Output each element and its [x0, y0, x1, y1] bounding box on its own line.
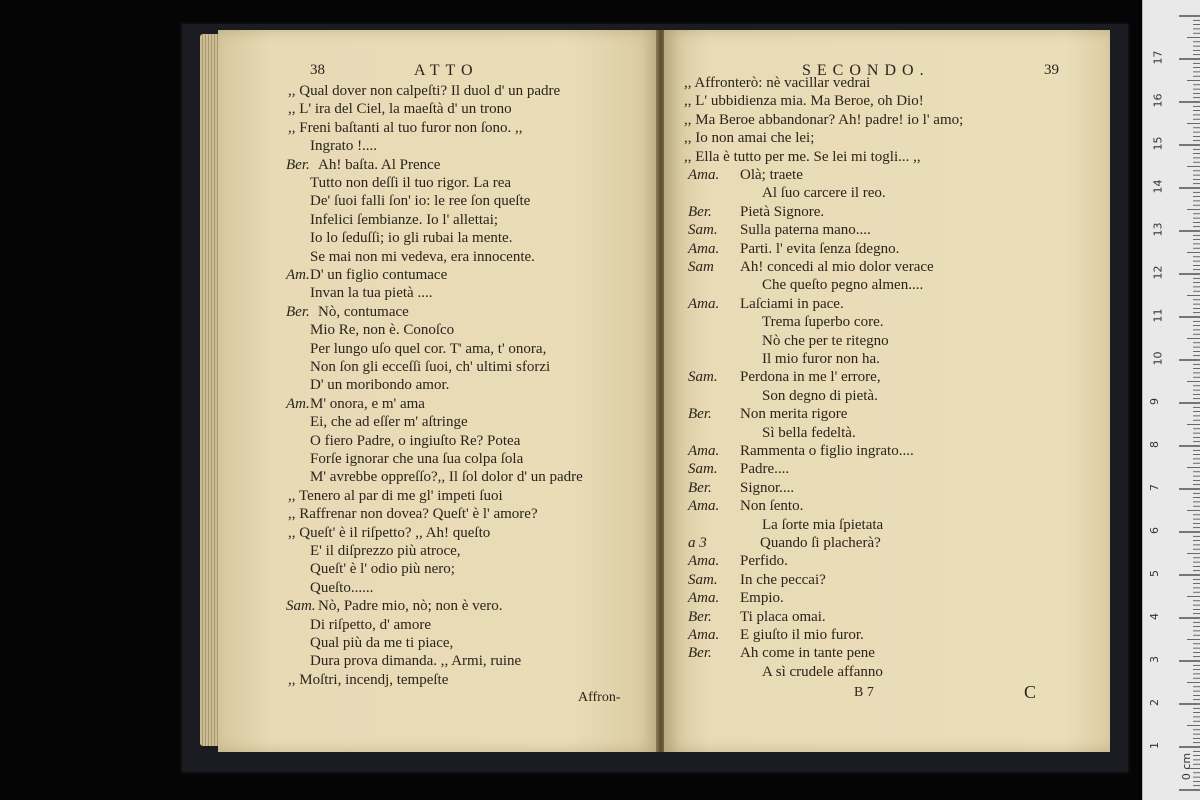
speaker-label: Sam.: [688, 461, 718, 478]
text-line: Tutto non deſſi il tuo rigor. La rea: [310, 175, 512, 191]
ruler-label: 12: [1151, 265, 1165, 280]
speaker-label: Am.: [286, 267, 310, 283]
ruler-label: 4: [1148, 613, 1161, 620]
speaker-label: Ama.: [688, 627, 720, 643]
speaker-label: Ama.: [688, 443, 720, 459]
speaker-label: Ama.: [688, 498, 720, 515]
text-line: Ah! baſta. Al Prence: [318, 156, 441, 173]
speaker-label: Ber.: [688, 608, 712, 625]
text-line: Sulla paterna mano....: [740, 222, 871, 239]
text-line: M' onora, e m' ama: [310, 395, 425, 412]
text-line: ,, Qual dover non calpeſti? Il duol d' un padre: [288, 83, 561, 99]
speaker-label: Ber.: [688, 645, 712, 662]
text-line: ,, Ella è tutto per me. Se lei mi togli... ,,: [684, 148, 921, 165]
text-line: ,, L' ira del Ciel, la maeſtà d' un trono: [288, 101, 512, 118]
speaker-label: Ber.: [688, 479, 712, 496]
text-line: Di riſpetto, d' amore: [310, 616, 432, 633]
ruler-label: 16: [1151, 93, 1165, 108]
text-line: ,, Ma Beroe abbandonar? Ah! padre! io l' amo;: [684, 111, 964, 128]
text-line: Empio.: [740, 590, 784, 607]
left-catchword: Affron-: [578, 690, 621, 705]
text-line: Quando ſi placherà?: [760, 535, 881, 551]
text-line: Signor....: [740, 479, 795, 496]
text-line: Non ſon gli ecceſſi ſuoi, ch' ultimi sforzi: [310, 359, 551, 375]
text-line: Queſto......: [310, 579, 374, 596]
text-line: Non merita rigore: [740, 406, 848, 423]
speaker-label: Ama.: [688, 295, 720, 312]
text-line: Qual più da me ti piace,: [310, 635, 454, 651]
ruler-label: 6: [1148, 527, 1161, 534]
speaker-label: Sam.: [688, 369, 718, 386]
speaker-label: Sam.: [286, 598, 316, 615]
text-line: E' il diſprezzo più atroce,: [310, 543, 461, 559]
text-line: Io lo ſeduſſi; io gli rubai la mente.: [310, 230, 513, 247]
text-line: Mio Re, non è. Conoſco: [310, 322, 455, 339]
text-line: Per lungo uſo quel cor. T' ama, t' onora,: [310, 340, 547, 357]
text-line: ,, Moſtri, incendj, tempeſte: [288, 671, 449, 688]
text-line: D' un figlio contumace: [310, 267, 448, 283]
text-line: D' un moribondo amor.: [310, 377, 450, 394]
ruler-label: 17: [1151, 50, 1165, 65]
text-line: Son degno di pietà.: [762, 387, 878, 404]
text-line: Al ſuo carcere il reo.: [762, 185, 886, 202]
speaker-label: Ama.: [688, 240, 720, 257]
ruler-unit-label: 0 cm: [1180, 752, 1194, 781]
ruler-label: 15: [1151, 136, 1165, 151]
speaker-label: Ber.: [286, 303, 310, 320]
ruler-label: 14: [1151, 179, 1165, 194]
ruler-label: 11: [1151, 308, 1165, 323]
left-page-number: 38: [310, 62, 325, 78]
ruler-label: 3: [1148, 656, 1161, 663]
text-line: ,, Affronterò: nè vacillar vedrai: [684, 75, 871, 91]
text-line: Laſciami in pace.: [740, 295, 844, 312]
page-edges: [200, 34, 220, 746]
text-line: Parti. l' evita ſenza ſdegno.: [740, 240, 900, 257]
text-line: Ah come in tante pene: [740, 645, 875, 662]
text-line: Nò, Padre mio, nò; non è vero.: [318, 598, 503, 615]
right-signature: B 7: [854, 685, 874, 700]
ruler-label: 5: [1148, 570, 1161, 577]
text-line: Ah! concedi al mio dolor verace: [740, 259, 934, 275]
text-line: Olà; traete: [740, 167, 803, 183]
speaker-label: Ber.: [688, 203, 712, 220]
ruler-label: 9: [1148, 398, 1161, 405]
text-line: Sì bella fedeltà.: [762, 424, 856, 441]
text-line: Ti placa omai.: [740, 608, 826, 625]
text-line: Che queſto pegno almen....: [762, 277, 924, 294]
speaker-label: Ber.: [688, 406, 712, 423]
text-line: O fiero Padre, o ingiuſto Re? Potea: [310, 432, 521, 449]
text-line: Nò che per te ritegno: [762, 332, 889, 349]
text-line: Il mio furor non ha.: [762, 351, 880, 367]
ruler-label: 2: [1148, 699, 1161, 706]
text-line: Padre....: [740, 461, 790, 478]
right-page: [664, 30, 1110, 752]
right-page-number: 39: [1044, 62, 1059, 78]
speaker-label: Ama.: [688, 167, 720, 183]
text-line: Invan la tua pietà ....: [310, 285, 433, 302]
speaker-label: a 3: [688, 535, 707, 551]
text-line: ,, Queſt' è il riſpetto? ,, Ah! queſto: [288, 524, 491, 541]
ruler-label: 8: [1148, 441, 1161, 448]
text-line: ,, Tenero al par di me gl' impeti ſuoi: [288, 487, 503, 504]
text-line: ,, L' ubbidienza mia. Ma Beroe, oh Dio!: [684, 93, 924, 110]
text-line: De' ſuoi falli ſon' io: le ree ſon queſte: [310, 193, 531, 210]
speaker-label: Sam.: [688, 222, 718, 239]
ruler-label: 10: [1151, 351, 1165, 366]
text-line: Perdona in me l' errore,: [740, 369, 881, 386]
text-line: Infelici ſembianze. Io l' allettai;: [310, 211, 499, 228]
speaker-label: Sam: [688, 259, 714, 275]
text-line: ,, Raffrenar non dovea? Queſt' è l' amore?: [288, 506, 538, 523]
text-line: ,, Io non amai che lei;: [684, 130, 815, 147]
text-line: E giuſto il mio furor.: [740, 627, 864, 643]
speaker-label: Am.: [286, 395, 310, 412]
right-catchword: C: [1024, 682, 1037, 702]
text-line: Rammenta o figlio ingrato....: [740, 443, 914, 459]
speaker-label: Ber.: [286, 156, 310, 173]
speaker-label: Sam.: [688, 571, 718, 588]
text-line: Ei, che ad eſſer m' aſtringe: [310, 414, 468, 431]
text-line: Dura prova dimanda. ,, Armi, ruine: [310, 653, 522, 670]
speaker-label: Ama.: [688, 553, 720, 570]
ruler-label: 13: [1151, 222, 1165, 237]
text-line: Perfido.: [740, 553, 788, 570]
text-line: In che peccai?: [740, 571, 826, 588]
text-line: La ſorte mia ſpietata: [762, 516, 884, 533]
left-page: [218, 30, 658, 752]
measurement-ruler: [1142, 0, 1200, 800]
text-line: Se mai non mi vedeva, era innocente.: [310, 248, 535, 265]
text-line: Trema ſuperbo core.: [762, 314, 884, 331]
right-page-header: SECONDO.: [802, 62, 930, 79]
text-line: Forſe ignorar che una ſua colpa ſola: [310, 451, 524, 467]
text-line: A sì crudele affanno: [762, 663, 883, 680]
text-line: Ingrato !....: [310, 138, 378, 155]
left-page-header: ATTO: [414, 62, 479, 79]
text-line: Nò, contumace: [318, 303, 409, 320]
speaker-label: Ama.: [688, 590, 720, 607]
text-line: Non ſento.: [740, 498, 804, 515]
text-line: M' avrebbe oppreſſo?,, Il ſol dolor d' un padre: [310, 469, 583, 486]
text-line: Queſt' è l' odio più nero;: [310, 561, 455, 578]
text-line: ,, Freni baſtanti al tuo furor non ſono. ,,: [288, 119, 523, 136]
ruler-label: 1: [1148, 742, 1161, 749]
text-line: Pietà Signore.: [740, 203, 825, 220]
ruler-label: 7: [1148, 484, 1161, 491]
